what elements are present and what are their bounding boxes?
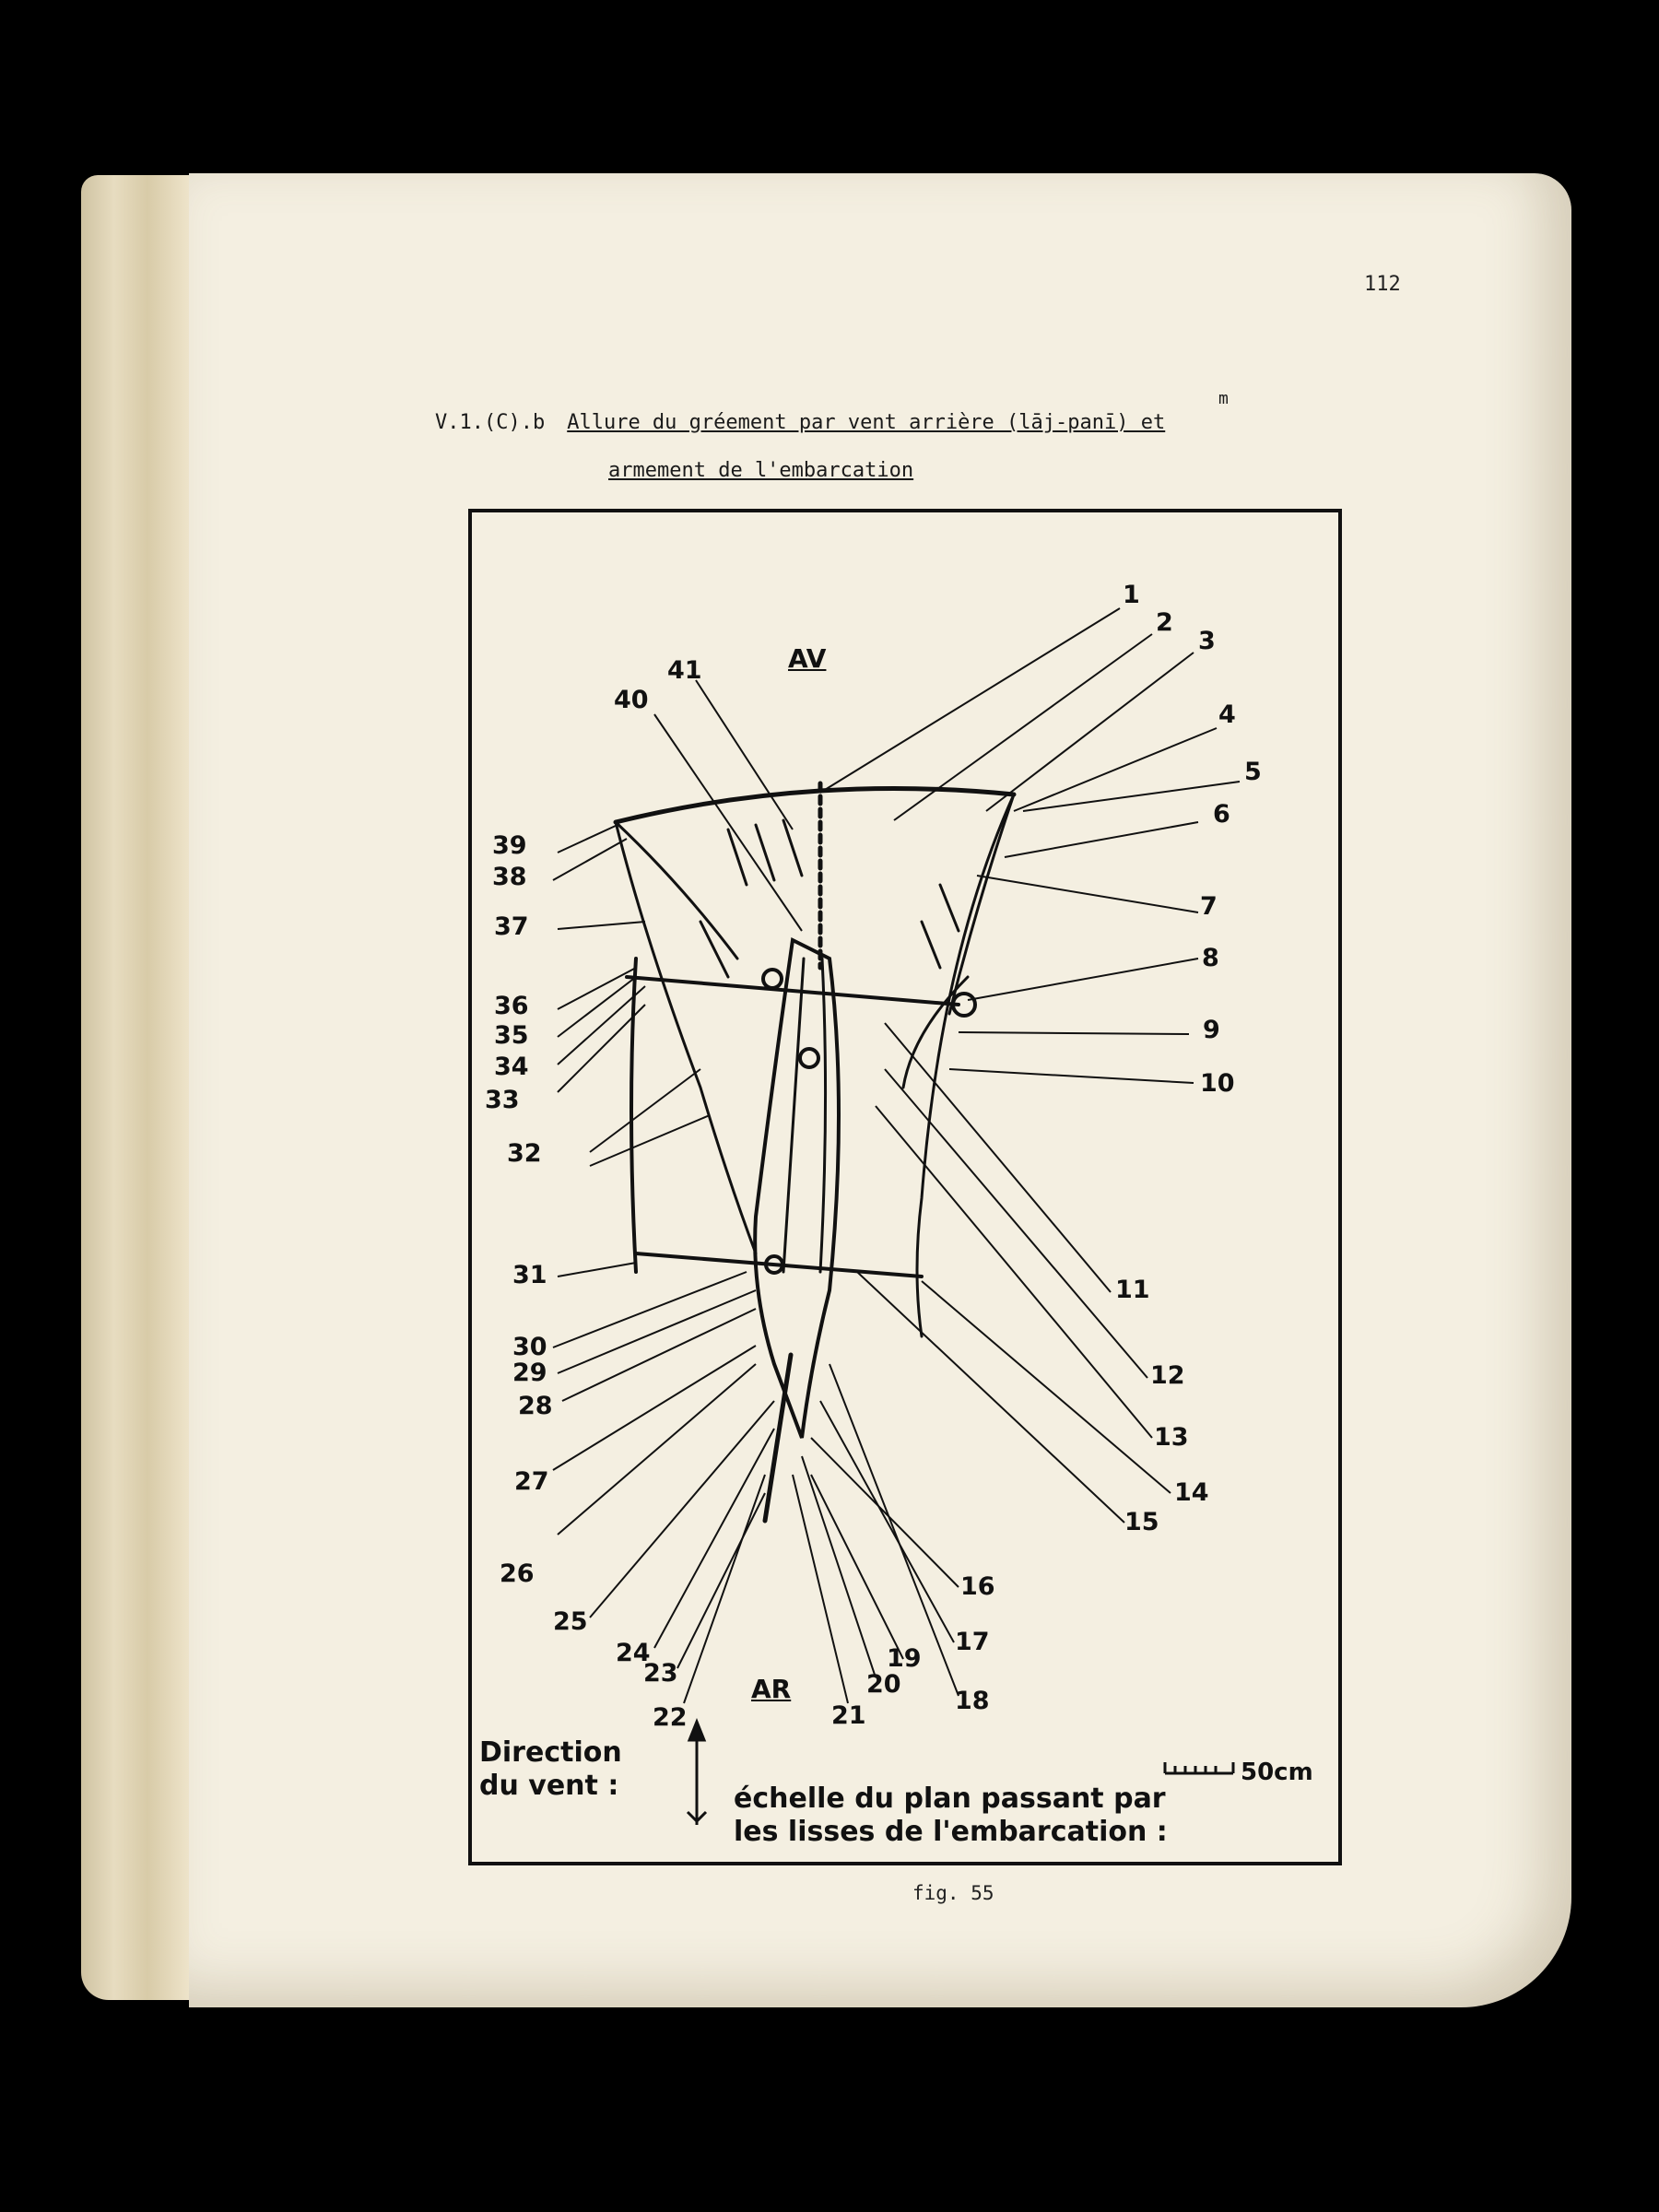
callout-28: 28 xyxy=(518,1392,553,1420)
heading-superscript: m xyxy=(1218,389,1229,408)
section-title-line2: armement de l'embarcation xyxy=(608,459,914,482)
callout-8: 8 xyxy=(1202,944,1219,972)
callout-31: 31 xyxy=(512,1261,547,1289)
callout-33: 33 xyxy=(485,1086,520,1114)
callout-37: 37 xyxy=(494,912,529,941)
callout-11: 11 xyxy=(1115,1276,1150,1304)
callout-23: 23 xyxy=(643,1659,678,1688)
callout-3: 3 xyxy=(1198,627,1216,655)
callout-18: 18 xyxy=(955,1687,990,1715)
callout-29: 29 xyxy=(512,1359,547,1387)
figure-caption: fig. 55 xyxy=(912,1882,994,1904)
scale-value: 50cm xyxy=(1241,1759,1313,1786)
callout-13: 13 xyxy=(1154,1423,1189,1452)
callout-19: 19 xyxy=(887,1644,922,1673)
callout-22: 22 xyxy=(653,1703,688,1732)
callout-16: 16 xyxy=(960,1572,995,1601)
callout-26: 26 xyxy=(500,1559,535,1588)
callout-38: 38 xyxy=(492,863,527,891)
front-label: AV xyxy=(788,643,827,674)
callout-24: 24 xyxy=(616,1639,651,1667)
callout-41: 41 xyxy=(667,656,702,685)
callout-4: 4 xyxy=(1218,700,1236,729)
callout-25: 25 xyxy=(553,1607,588,1636)
callout-12: 12 xyxy=(1150,1361,1185,1390)
callout-9: 9 xyxy=(1203,1016,1220,1044)
callout-36: 36 xyxy=(494,992,529,1020)
callout-14: 14 xyxy=(1174,1478,1209,1507)
callout-15: 15 xyxy=(1124,1508,1159,1536)
scale-description: échelle du plan passant par les lisses de l'embarcation : xyxy=(734,1783,1168,1848)
callout-34: 34 xyxy=(494,1053,529,1081)
callout-2: 2 xyxy=(1156,608,1173,637)
callout-5: 5 xyxy=(1244,758,1262,786)
wind-direction-label: Direction du vent : xyxy=(479,1736,622,1802)
page-number: 112 xyxy=(1364,273,1401,296)
callout-10: 10 xyxy=(1200,1069,1235,1098)
callout-21: 21 xyxy=(831,1701,866,1730)
callout-20: 20 xyxy=(866,1670,901,1699)
section-title: Allure du gréement par vent arrière (lāj-panī) et xyxy=(567,411,1166,434)
scale-bar-icon xyxy=(1163,1759,1237,1777)
callout-27: 27 xyxy=(514,1467,549,1496)
callout-7: 7 xyxy=(1200,892,1218,921)
callout-1: 1 xyxy=(1123,581,1140,609)
wind-arrow-icon xyxy=(682,1720,712,1827)
callout-39: 39 xyxy=(492,831,527,860)
callout-30: 30 xyxy=(512,1333,547,1361)
callout-35: 35 xyxy=(494,1021,529,1050)
section-number: V.1.(C).b xyxy=(435,411,546,434)
callout-40: 40 xyxy=(614,686,649,714)
callout-6: 6 xyxy=(1213,800,1230,829)
callout-17: 17 xyxy=(955,1628,990,1656)
rear-label: AR xyxy=(751,1674,792,1704)
callout-32: 32 xyxy=(507,1139,542,1168)
